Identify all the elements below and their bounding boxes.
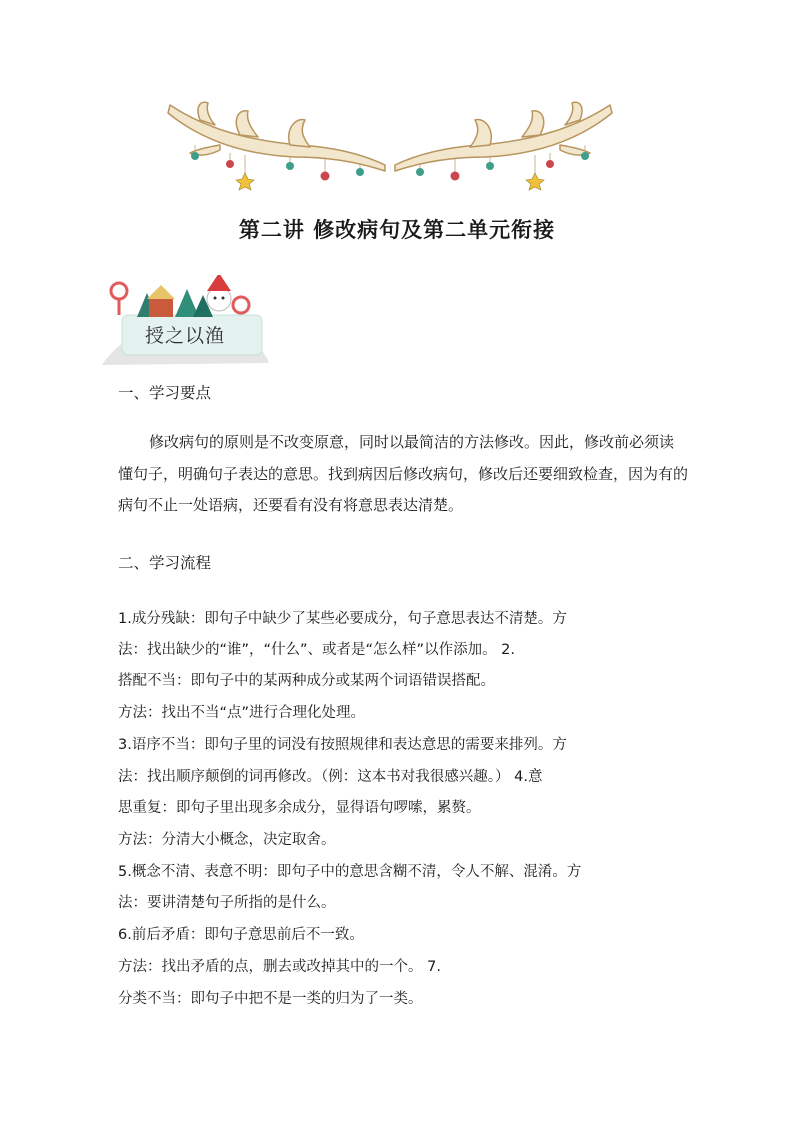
antler-garland-decoration: [160, 95, 620, 195]
process-line: 方法：找出不当“点”进行合理化处理。: [118, 705, 366, 721]
process-line: 方法：找出矛盾的点，删去或改掉其中的一个。 7.: [118, 959, 441, 975]
process-line: 1.成分残缺：即句子中缺少了某些必要成分，句子意思表达不清楚。方: [118, 611, 567, 627]
section-heading-learning-points: 一、学习要点: [118, 384, 212, 402]
process-line: 5.概念不清、表意不明：即句子中的意思含糊不清，令人不解、混淆。方: [118, 864, 582, 880]
process-line: 思重复：即句子里出现多余成分，显得语句啰嗦，累赘。: [118, 800, 481, 816]
process-line: 6.前后矛盾：即句子意思前后不一致。: [118, 927, 364, 943]
page-title: 第二讲 修改病句及第二单元衔接: [238, 217, 556, 242]
process-line: 分类不当：即句子中把不是一类的归为了一类。: [118, 991, 423, 1007]
process-line: 法：找出缺少的“谁”，“什么”、或者是“怎么样”以作添加。 2.: [118, 642, 516, 658]
process-line: 方法：分清大小概念，决定取舍。: [118, 832, 336, 848]
section-heading-learning-process: 二、学习流程: [118, 554, 212, 572]
process-line: 法：找出顺序颠倒的词再修改。（例：这本书对我很感兴趣。） 4.意: [118, 769, 543, 785]
learning-points-paragraph: 修改病句的原则是不改变原意，同时以最简洁的方法修改。因此，修改前必须读懂句子，明确句子表达的意思。找到病因后修改病句，修改后还要细致检查，因为有的病句不止一处语病，还要看有没有将意思表达清楚。: [118, 433, 689, 514]
badge-label: 授之以渔: [144, 325, 225, 347]
process-line: 法：要讲清楚句子所指的是什么。: [118, 895, 336, 911]
process-line: 3.语序不当：即句子里的词没有按照规律和表达意思的需要来排列。方: [118, 737, 567, 753]
process-line: 搭配不当：即句子中的某两种成分或某两个词语错误搭配。: [118, 673, 495, 689]
